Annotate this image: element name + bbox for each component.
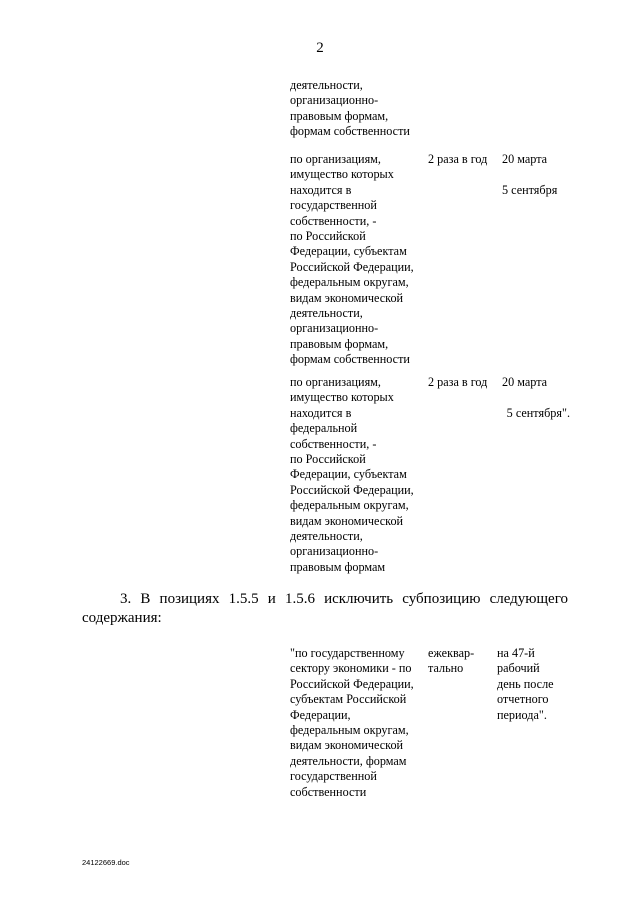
paragraph-line-1: [82, 590, 568, 609]
date-line: [502, 167, 582, 182]
date-line: отчетного: [497, 692, 549, 707]
desc-line: федеральным округам,: [290, 723, 409, 738]
desc-line: государственной: [290, 198, 377, 213]
amendment-paragraph: [82, 590, 568, 628]
desc-line: субъектам Российской: [290, 692, 407, 707]
date-line: 5 сентября: [502, 182, 558, 197]
desc-line: формам собственности: [290, 124, 410, 139]
desc-line: по Российской: [290, 452, 366, 467]
desc-line: формам собственности: [290, 352, 410, 367]
desc-line: имущество которых: [290, 167, 394, 182]
desc-line: организационно-: [290, 93, 379, 108]
freq-line: тально: [428, 661, 464, 676]
paragraph-text: 3. В позициях 1.5.5 и 1.5.6 исключить субпозицию следующего: [120, 591, 568, 607]
desc-line: деятельности, формам: [290, 753, 407, 768]
entry-description: [290, 646, 430, 800]
entry-description: [290, 78, 430, 140]
desc-line: Российской Федерации,: [290, 259, 414, 274]
entry-deadline: [502, 152, 582, 198]
document-filename: 24122669.doc: [82, 858, 130, 867]
date-line: рабочий: [497, 661, 540, 676]
entry-deadline: [497, 646, 577, 723]
freq-line: 2 раза в год: [428, 152, 488, 166]
desc-line: Российской Федерации,: [290, 676, 414, 691]
desc-line: по организациям,: [290, 375, 381, 389]
freq-line: 2 раза в год: [428, 375, 488, 389]
desc-line: собственности, -: [290, 213, 377, 228]
desc-line: видам экономической: [290, 513, 404, 528]
desc-line: находится в: [290, 405, 352, 420]
desc-line: федеральной: [290, 421, 358, 436]
paragraph-line-2: содержания:: [82, 610, 162, 626]
date-line: 5 сентября".: [506, 405, 570, 420]
desc-line: видам экономической: [290, 290, 404, 305]
desc-line: деятельности,: [290, 78, 363, 92]
date-line: [502, 390, 582, 405]
entry-deadline: [502, 375, 582, 421]
desc-line: правовым формам,: [290, 336, 389, 351]
date-line: 20 марта: [502, 152, 548, 166]
desc-line: Российской Федерации,: [290, 482, 414, 497]
desc-line: Федерации, субъектам: [290, 244, 407, 259]
desc-line: правовым формам,: [290, 108, 389, 123]
desc-line: деятельности,: [290, 529, 363, 544]
page-number: 2: [316, 40, 324, 56]
entry-description: [290, 152, 430, 368]
desc-line: находится в: [290, 182, 352, 197]
desc-line: имущество которых: [290, 390, 394, 405]
desc-line: сектору экономики - по: [290, 661, 412, 676]
desc-line: федеральным округам,: [290, 275, 409, 290]
desc-line: федеральным округам,: [290, 498, 409, 513]
desc-line: организационно-: [290, 544, 379, 559]
desc-line: Федерации, субъектам: [290, 467, 407, 482]
date-line: на 47-й: [497, 646, 535, 660]
freq-line: ежеквар-: [428, 646, 475, 660]
desc-line: по Российской: [290, 229, 366, 244]
date-line: день после: [497, 676, 554, 691]
desc-line: деятельности,: [290, 306, 363, 321]
desc-line: Федерации,: [290, 707, 351, 722]
desc-line: собственности: [290, 784, 367, 799]
date-line: периода".: [497, 707, 547, 722]
entry-frequency: [428, 375, 502, 390]
date-line: 20 марта: [502, 375, 548, 389]
desc-line: организационно-: [290, 321, 379, 336]
desc-line: правовым формам: [290, 559, 386, 574]
desc-line: по организациям,: [290, 152, 381, 166]
entry-description: [290, 375, 430, 575]
desc-line: "по государственному: [290, 646, 405, 660]
desc-line: собственности, -: [290, 436, 377, 451]
entry-frequency: [428, 152, 502, 167]
desc-line: видам экономической: [290, 738, 404, 753]
entry-frequency: [428, 646, 502, 677]
desc-line: государственной: [290, 769, 377, 784]
